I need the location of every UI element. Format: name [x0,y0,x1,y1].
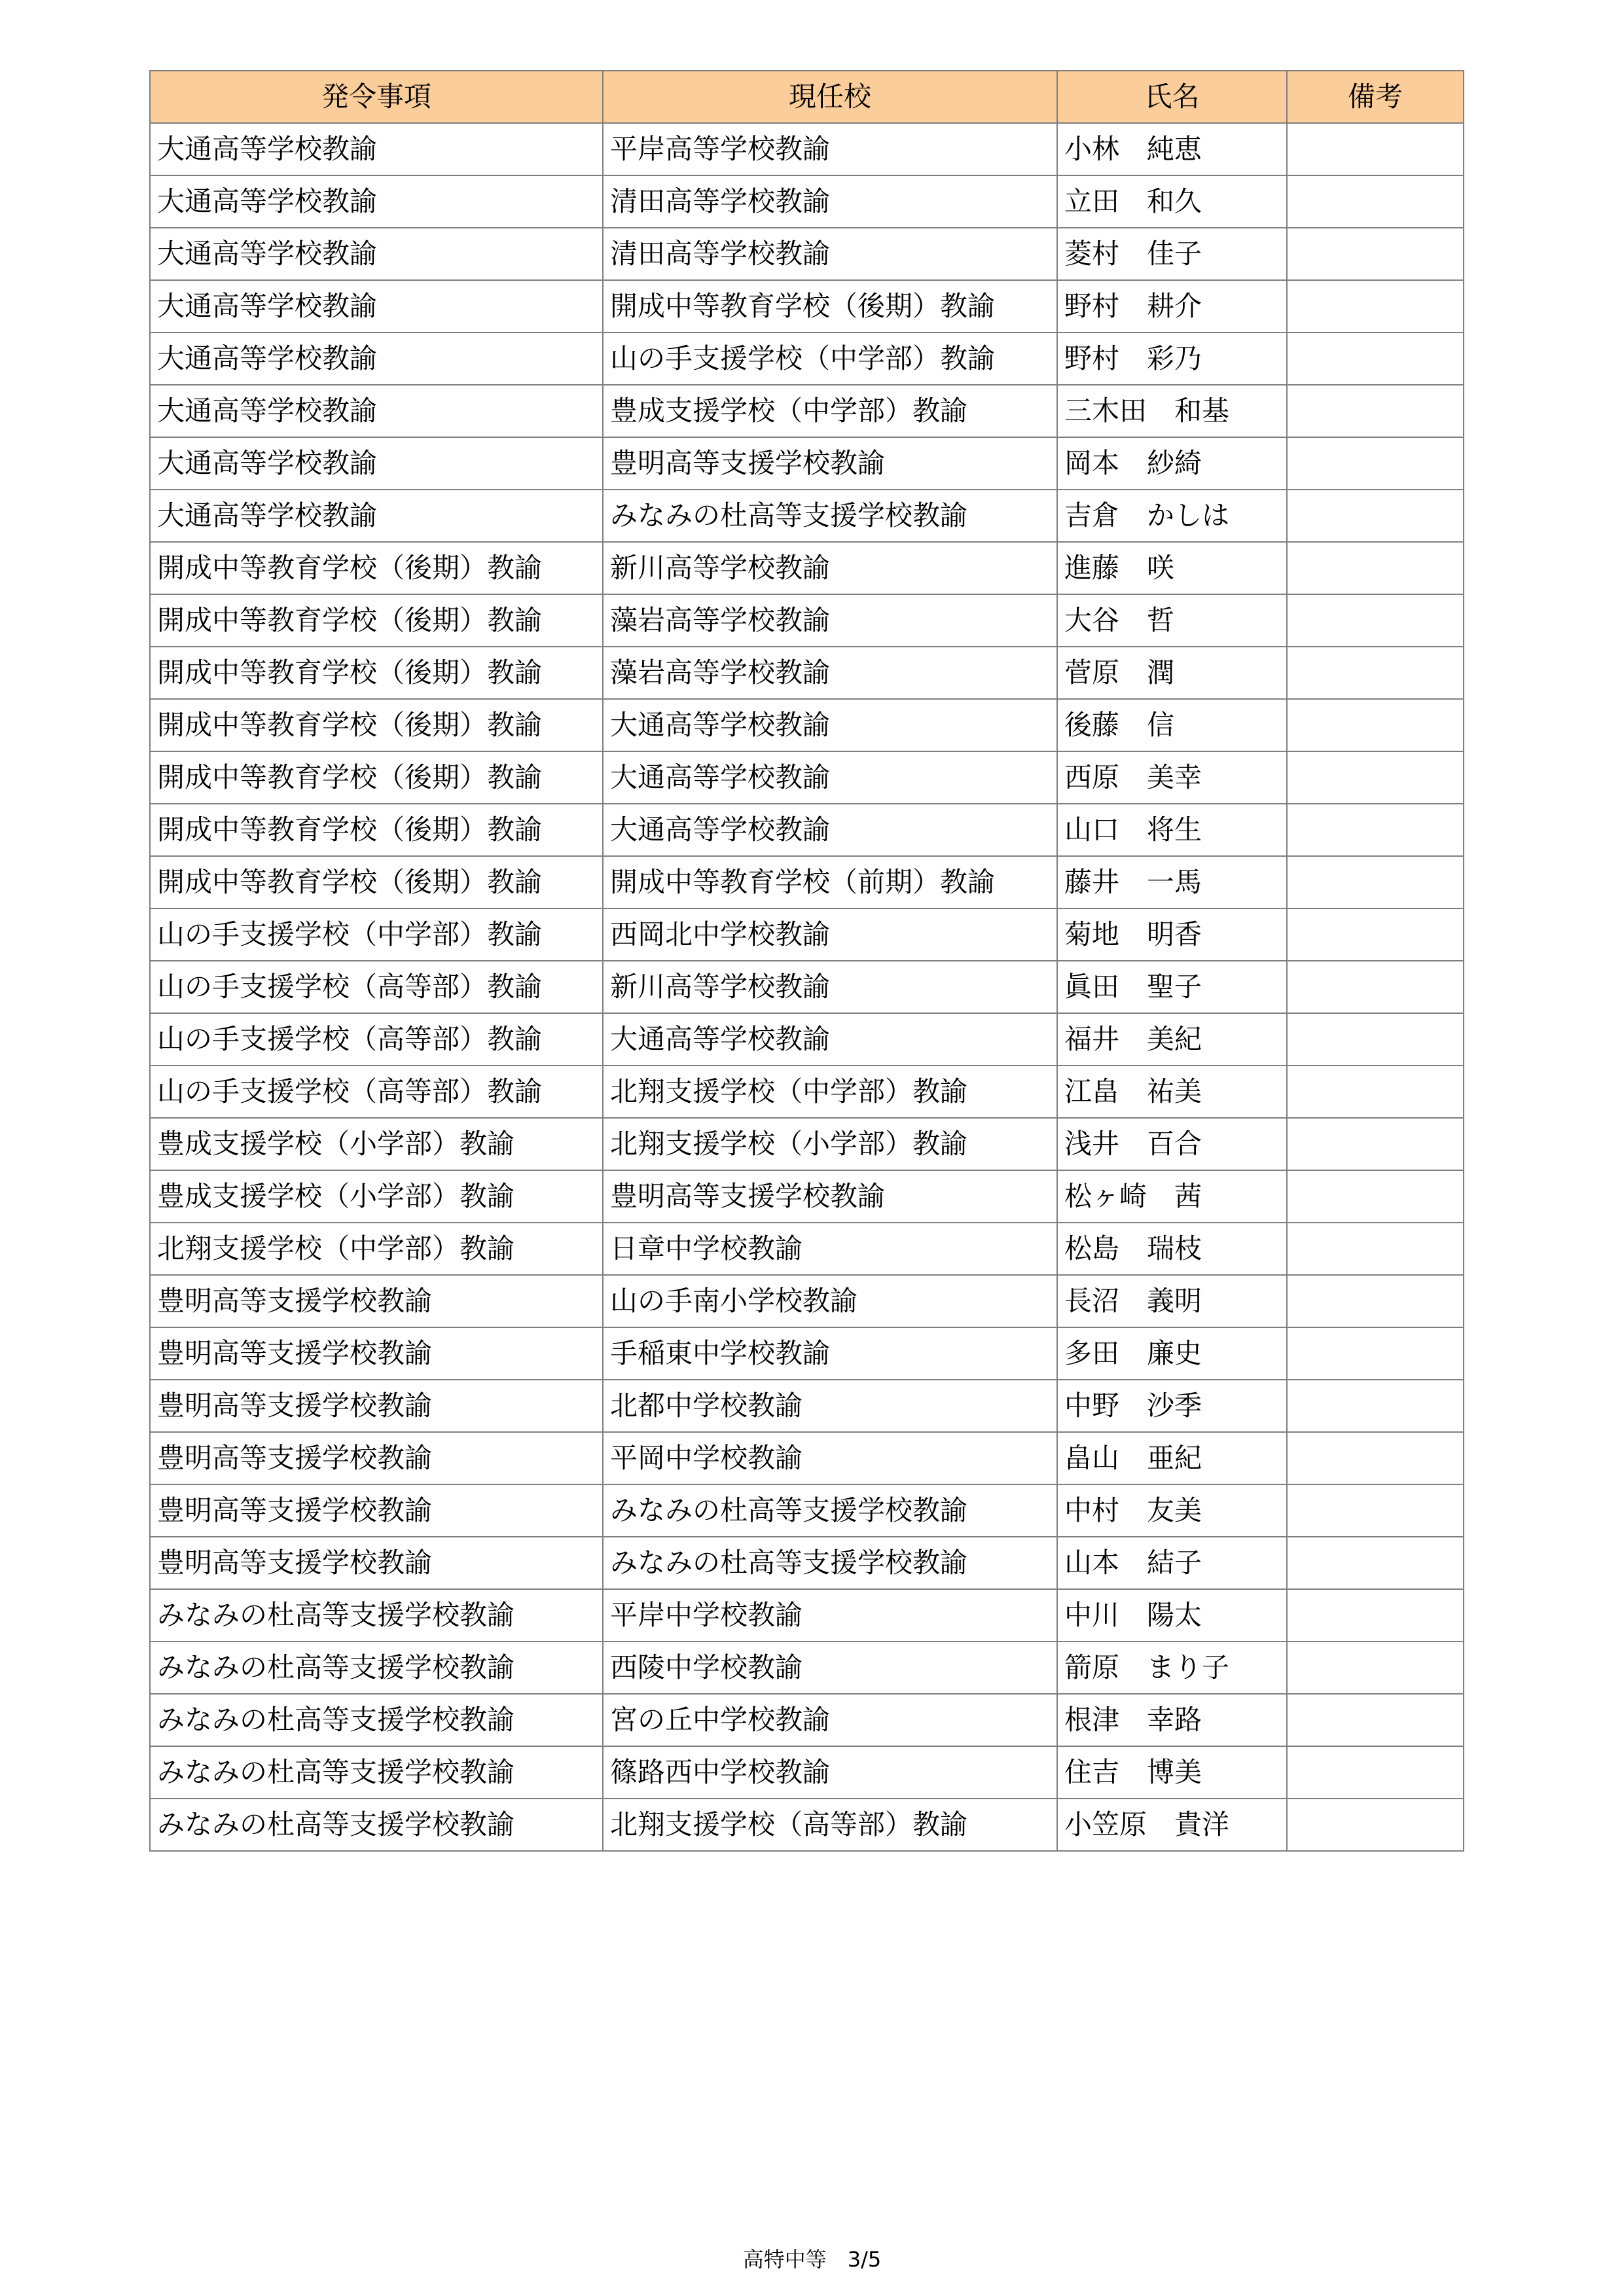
cell-order: 豊明高等支援学校教諭 [150,1484,603,1537]
cell-notes [1287,1484,1464,1537]
table-row [150,490,1464,542]
cell-order: 山の手支援学校（高等部）教諭 [150,961,603,1013]
table-row [150,1694,1464,1746]
table-row [150,647,1464,699]
cell-notes [1287,228,1464,280]
table-row [150,1275,1464,1327]
cell-notes [1287,280,1464,332]
cell-current-school: 平岸高等学校教諭 [603,123,1057,175]
cell-order: みなみの杜高等支援学校教諭 [150,1641,603,1694]
cell-order: みなみの杜高等支援学校教諭 [150,1799,603,1851]
table-row [150,1223,1464,1275]
cell-current-school: 大通高等学校教諭 [603,751,1057,804]
table-row [150,1432,1464,1484]
cell-notes [1287,594,1464,647]
cell-current-school: 山の手南小学校教諭 [603,1275,1057,1327]
cell-current-school: 西陵中学校教諭 [603,1641,1057,1694]
cell-order: 大通高等学校教諭 [150,280,603,332]
header-row [150,71,1464,123]
cell-order: 北翔支援学校（中学部）教諭 [150,1223,603,1275]
cell-notes [1287,1641,1464,1694]
cell-current-school: 豊明高等支援学校教諭 [603,1170,1057,1223]
cell-current-school: 新川高等学校教諭 [603,542,1057,594]
personnel-table [149,70,1464,1852]
table-row [150,1327,1464,1380]
cell-order: 開成中等教育学校（後期）教諭 [150,699,603,751]
cell-notes [1287,804,1464,856]
cell-current-school: 篠路西中学校教諭 [603,1746,1057,1799]
cell-notes [1287,1380,1464,1432]
cell-current-school: 日章中学校教諭 [603,1223,1057,1275]
cell-notes [1287,1746,1464,1799]
cell-current-school: 北翔支援学校（小学部）教諭 [603,1118,1057,1170]
cell-notes [1287,1327,1464,1380]
cell-notes [1287,490,1464,542]
cell-notes [1287,385,1464,437]
cell-name: 松ヶ崎 茜 [1057,1170,1287,1223]
cell-name: 中村 友美 [1057,1484,1287,1537]
cell-name: 眞田 聖子 [1057,961,1287,1013]
header-order: 発令事項 [150,71,603,123]
table-row [150,332,1464,385]
table-row [150,228,1464,280]
cell-notes [1287,699,1464,751]
table-row [150,175,1464,228]
table-row [150,1589,1464,1641]
cell-name: 中野 沙季 [1057,1380,1287,1432]
table-row [150,699,1464,751]
cell-name: 浅井 百合 [1057,1118,1287,1170]
table-row [150,594,1464,647]
cell-notes [1287,1223,1464,1275]
cell-name: 立田 和久 [1057,175,1287,228]
cell-current-school: 藻岩高等学校教諭 [603,594,1057,647]
cell-current-school: 平岡中学校教諭 [603,1432,1057,1484]
table-row [150,1641,1464,1694]
cell-notes [1287,1694,1464,1746]
cell-notes [1287,1275,1464,1327]
cell-order: 豊成支援学校（小学部）教諭 [150,1170,603,1223]
table-row [150,961,1464,1013]
cell-name: 吉倉 かしは [1057,490,1287,542]
cell-current-school: 豊明高等支援学校教諭 [603,437,1057,490]
cell-current-school: 手稲東中学校教諭 [603,1327,1057,1380]
cell-notes [1287,1066,1464,1118]
header-name: 氏名 [1057,71,1287,123]
cell-order: 豊明高等支援学校教諭 [150,1537,603,1589]
cell-order: 豊成支援学校（小学部）教諭 [150,1118,603,1170]
table-row [150,437,1464,490]
cell-name: 根津 幸路 [1057,1694,1287,1746]
cell-name: 野村 彩乃 [1057,332,1287,385]
table-row [150,1380,1464,1432]
cell-order: 大通高等学校教諭 [150,332,603,385]
cell-name: 長沼 義明 [1057,1275,1287,1327]
cell-notes [1287,542,1464,594]
table-body [150,123,1464,1851]
cell-name: 山本 結子 [1057,1537,1287,1589]
cell-order: 豊明高等支援学校教諭 [150,1327,603,1380]
cell-name: 菱村 佳子 [1057,228,1287,280]
cell-notes [1287,856,1464,908]
cell-current-school: 北翔支援学校（高等部）教諭 [603,1799,1057,1851]
cell-current-school: 新川高等学校教諭 [603,961,1057,1013]
cell-name: 西原 美幸 [1057,751,1287,804]
cell-order: 開成中等教育学校（後期）教諭 [150,856,603,908]
table-row [150,751,1464,804]
cell-order: 山の手支援学校（高等部）教諭 [150,1013,603,1066]
cell-order: 開成中等教育学校（後期）教諭 [150,647,603,699]
cell-notes [1287,647,1464,699]
cell-current-school: 北翔支援学校（中学部）教諭 [603,1066,1057,1118]
header-notes: 備考 [1287,71,1464,123]
cell-order: 豊明高等支援学校教諭 [150,1380,603,1432]
table-row [150,856,1464,908]
table-row [150,280,1464,332]
cell-current-school: 宮の丘中学校教諭 [603,1694,1057,1746]
cell-name: 多田 廉史 [1057,1327,1287,1380]
page-footer: 高特中等 3/5 [742,2247,882,2272]
cell-notes [1287,175,1464,228]
table-row [150,1066,1464,1118]
table-row [150,123,1464,175]
cell-name: 畠山 亜紀 [1057,1432,1287,1484]
cell-name: 江畠 祐美 [1057,1066,1287,1118]
cell-order: 開成中等教育学校（後期）教諭 [150,804,603,856]
header-current-school: 現任校 [603,71,1057,123]
cell-name: 小笠原 貴洋 [1057,1799,1287,1851]
cell-notes [1287,961,1464,1013]
table-row [150,1537,1464,1589]
cell-name: 松島 瑞枝 [1057,1223,1287,1275]
cell-current-school: 大通高等学校教諭 [603,804,1057,856]
cell-order: みなみの杜高等支援学校教諭 [150,1694,603,1746]
cell-name: 住吉 博美 [1057,1746,1287,1799]
cell-name: 菊地 明香 [1057,908,1287,961]
cell-current-school: 平岸中学校教諭 [603,1589,1057,1641]
cell-name: 大谷 哲 [1057,594,1287,647]
table-row [150,385,1464,437]
table-row [150,1170,1464,1223]
cell-name: 後藤 信 [1057,699,1287,751]
cell-name: 小林 純恵 [1057,123,1287,175]
cell-current-school: 藻岩高等学校教諭 [603,647,1057,699]
cell-order: 山の手支援学校（中学部）教諭 [150,908,603,961]
cell-order: 大通高等学校教諭 [150,490,603,542]
cell-order: 大通高等学校教諭 [150,437,603,490]
cell-notes [1287,1432,1464,1484]
cell-notes [1287,1799,1464,1851]
table-row [150,908,1464,961]
cell-current-school: みなみの杜高等支援学校教諭 [603,1537,1057,1589]
cell-current-school: 清田高等学校教諭 [603,175,1057,228]
cell-order: 開成中等教育学校（後期）教諭 [150,542,603,594]
cell-current-school: 清田高等学校教諭 [603,228,1057,280]
cell-name: 三木田 和基 [1057,385,1287,437]
cell-order: 山の手支援学校（高等部）教諭 [150,1066,603,1118]
table-row [150,1484,1464,1537]
cell-name: 箭原 まり子 [1057,1641,1287,1694]
cell-name: 福井 美紀 [1057,1013,1287,1066]
cell-order: みなみの杜高等支援学校教諭 [150,1746,603,1799]
cell-notes [1287,1118,1464,1170]
cell-order: 大通高等学校教諭 [150,175,603,228]
table-row [150,804,1464,856]
cell-notes [1287,1013,1464,1066]
cell-order: 開成中等教育学校（後期）教諭 [150,594,603,647]
cell-current-school: 開成中等教育学校（前期）教諭 [603,856,1057,908]
cell-order: 開成中等教育学校（後期）教諭 [150,751,603,804]
cell-current-school: 西岡北中学校教諭 [603,908,1057,961]
cell-order: 大通高等学校教諭 [150,123,603,175]
cell-current-school: 北都中学校教諭 [603,1380,1057,1432]
cell-notes [1287,332,1464,385]
cell-current-school: 大通高等学校教諭 [603,699,1057,751]
cell-notes [1287,908,1464,961]
table-row [150,1746,1464,1799]
cell-current-school: 開成中等教育学校（後期）教諭 [603,280,1057,332]
cell-current-school: 大通高等学校教諭 [603,1013,1057,1066]
table-row [150,542,1464,594]
cell-name: 藤井 一馬 [1057,856,1287,908]
cell-current-school: 山の手支援学校（中学部）教諭 [603,332,1057,385]
cell-order: 豊明高等支援学校教諭 [150,1432,603,1484]
cell-name: 山口 将生 [1057,804,1287,856]
cell-name: 進藤 咲 [1057,542,1287,594]
cell-order: 大通高等学校教諭 [150,385,603,437]
cell-order: 豊明高等支援学校教諭 [150,1275,603,1327]
cell-current-school: みなみの杜高等支援学校教諭 [603,490,1057,542]
cell-notes [1287,1170,1464,1223]
cell-notes [1287,751,1464,804]
table-row [150,1013,1464,1066]
cell-name: 中川 陽太 [1057,1589,1287,1641]
cell-notes [1287,1589,1464,1641]
cell-order: 大通高等学校教諭 [150,228,603,280]
table-row [150,1118,1464,1170]
cell-order: みなみの杜高等支援学校教諭 [150,1589,603,1641]
cell-name: 岡本 紗綺 [1057,437,1287,490]
cell-current-school: 豊成支援学校（中学部）教諭 [603,385,1057,437]
table-row [150,1799,1464,1851]
cell-current-school: みなみの杜高等支援学校教諭 [603,1484,1057,1537]
table-header [150,71,1464,123]
cell-notes [1287,437,1464,490]
cell-notes [1287,123,1464,175]
cell-notes [1287,1537,1464,1589]
cell-name: 菅原 潤 [1057,647,1287,699]
cell-name: 野村 耕介 [1057,280,1287,332]
